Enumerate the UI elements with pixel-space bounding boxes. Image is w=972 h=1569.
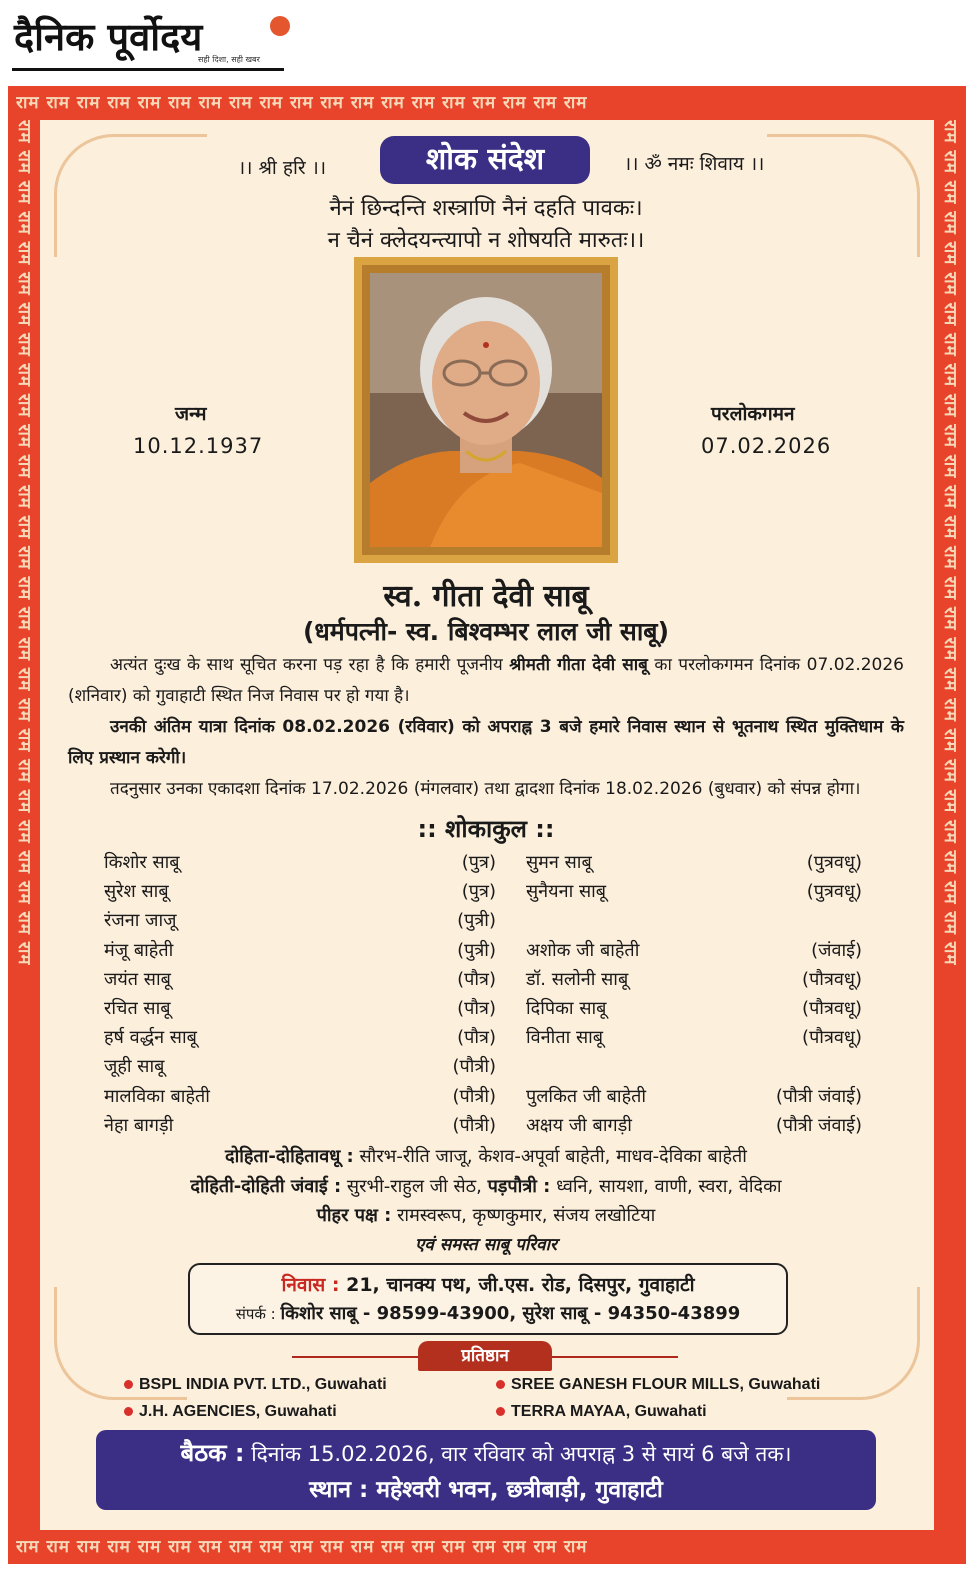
family-member-name: दिपिका साबू xyxy=(526,998,607,1019)
contact-label: संपर्क : xyxy=(235,1305,281,1323)
bullet-icon xyxy=(124,1380,133,1389)
family-member-relation: (पौत्री) xyxy=(452,1114,496,1136)
portrait-photo xyxy=(370,273,602,547)
establishment-item xyxy=(124,1403,337,1421)
shok-sandesh-banner: शोक संदेश xyxy=(380,136,590,184)
family-member-name: मंजू बाहेती xyxy=(104,939,174,961)
masthead-title: दैनिक पूर्वोदय xyxy=(14,14,203,59)
extended-label: दोहिती-दोहिती जंवाई : xyxy=(190,1176,342,1197)
family-member-relation: (पौत्री) xyxy=(452,1056,496,1078)
divider xyxy=(292,1356,418,1358)
family-member-relation: (पुत्री) xyxy=(457,910,496,932)
border-bottom: राम राम राम राम राम राम राम राम राम राम राम राम राम राम राम राम राम राम राम xyxy=(16,1537,588,1557)
family-member-relation: (पुत्र) xyxy=(461,881,496,903)
birth-date: 10.12.1937 xyxy=(133,434,264,458)
family-member-name: मालविका बाहेती xyxy=(104,1085,210,1107)
establishment-item xyxy=(496,1376,820,1394)
family-member-relation: (पौत्री जंवाई) xyxy=(775,1114,862,1136)
portrait-illustration xyxy=(370,273,602,547)
meeting-venue: स्थान : महेश्वरी भवन, छत्रीबाड़ी, गुवाहाटी xyxy=(309,1477,663,1503)
extended-label: पीहर पक्ष : xyxy=(316,1205,392,1226)
extended-label: दोहिता-दोहितावधू : xyxy=(225,1146,354,1167)
family-member-name: नेहा बागड़ी xyxy=(104,1114,174,1136)
extended-line-1 xyxy=(0,1144,972,1168)
family-member-relation: (पौत्री) xyxy=(452,1085,496,1107)
notice-text: का परलोकगमन दिनांक 07.02.2026 (शनिवार) को गुवाहाटी स्थित निज निवास पर हो गया है। xyxy=(68,655,904,706)
extended-line-2 xyxy=(0,1174,972,1198)
extended-value: रामस्वरूप, कृष्णकुमार, संजय लखोटिया xyxy=(391,1205,656,1226)
family-member-name: किशोर साबू xyxy=(104,852,180,873)
establishment-name: BSPL INDIA PVT. LTD., Guwahati xyxy=(139,1376,387,1393)
extended-line-3 xyxy=(0,1203,972,1227)
notice-text: अत्यंत दुःख के साथ सूचित करना पड़ रहा है कि हमारी पूजनीय xyxy=(110,655,510,675)
extended-value: सौरभ-रीति जाजू, केशव-अपूर्वा बाहेती, माधव-देविका बाहेती xyxy=(353,1146,747,1167)
masthead-tagline: सही दिशा, सही खबर xyxy=(198,55,260,64)
family-member-name: डॉ. सलोनी साबू xyxy=(526,968,629,990)
right-invocation: ।। ॐ नमः शिवाय ।। xyxy=(624,153,765,175)
death-date: 07.02.2026 xyxy=(701,434,832,458)
divider xyxy=(552,1356,678,1358)
establishment-item xyxy=(496,1403,707,1421)
establishments-title: प्रतिष्ठान xyxy=(418,1341,552,1371)
contact-value: किशोर साबू - 98599-43900, सुरेश साबू - 94350-43899 xyxy=(280,1303,741,1324)
newspaper-masthead xyxy=(12,8,284,70)
family-member-name: जूही साबू xyxy=(104,1056,165,1078)
residence-line xyxy=(190,1271,786,1297)
family-member-name: पुलकित जी बाहेती xyxy=(526,1085,647,1107)
family-member-name: जयंत साबू xyxy=(104,968,171,990)
establishment-name: J.H. AGENCIES, Guwahati xyxy=(139,1403,337,1420)
birth-label: जन्म xyxy=(175,403,207,425)
family-member-relation: (पौत्रवधू) xyxy=(802,998,862,1019)
meeting-details: दिनांक 15.02.2026, वार रविवार को अपराह्न 3 से सायं 6 बजे तक। xyxy=(244,1442,792,1466)
shloka-line-1: नैनं छिन्दन्ति शस्त्राणि नैनं दहति पावकः। xyxy=(329,196,643,221)
bullet-icon xyxy=(496,1380,505,1389)
family-member-name: सुनैयना साबू xyxy=(526,881,607,903)
family-member-name: हर्ष वर्द्धन साबू xyxy=(104,1027,197,1049)
death-label: परलोकगमन xyxy=(711,403,795,425)
family-member-name: अक्षय जी बागड़ी xyxy=(526,1114,632,1136)
establishment-name: TERRA MAYAA, Guwahati xyxy=(511,1403,707,1420)
family-member-name: अशोक जी बाहेती xyxy=(526,939,640,961)
notice-paragraph-3: तदनुसार उनका एकादशा दिनांक 17.02.2026 (मंगलवार) तथा द्वादशा दिनांक 18.02.2026 (बुधवार) को संपन्न होगा। xyxy=(110,779,861,799)
extended-label: पड़पौत्री : xyxy=(487,1176,551,1197)
deceased-relation: (धर्मपत्नी- स्व. बिश्वम्भर लाल जी साबू) xyxy=(302,617,670,646)
border-top: राम राम राम राम राम राम राम राम राम राम राम राम राम राम राम राम राम राम राम xyxy=(16,93,588,113)
family-member-name: रंजना जाजू xyxy=(104,910,177,932)
notice-paragraph-1 xyxy=(68,650,904,712)
meeting-label: बैठक : xyxy=(180,1439,245,1467)
family-member-relation: (जंवाई) xyxy=(811,939,862,961)
masthead-rule xyxy=(12,68,284,71)
residence-value: 21, चानक्य पथ, जी.एस. रोड, दिसपुर, गुवाहाटी xyxy=(339,1274,695,1296)
establishment-name: SREE GANESH FLOUR MILLS, Guwahati xyxy=(511,1376,821,1393)
family-member-name: विनीता साबू xyxy=(526,1027,604,1049)
family-member-relation: (पौत्र) xyxy=(457,998,496,1019)
extended-value: सुरभी-राहुल जी सेठ, xyxy=(341,1176,488,1197)
family-member-relation: (पौत्रवधू) xyxy=(802,1027,862,1049)
shloka-line-2: न चैनं क्लेदयन्त्यापो न शोषयति मारुतः।। xyxy=(327,228,645,253)
border-right: राम राम राम राम राम राम राम राम राम राम राम राम राम राम राम राम राम राम राम राम राम राम राम राम राम राम राम राम xyxy=(940,120,960,966)
family-member-name: सुरेश साबू xyxy=(104,881,169,903)
address-box xyxy=(188,1263,788,1335)
family-member-relation: (पुत्रवधू) xyxy=(806,881,862,903)
masthead-logo-dot xyxy=(270,16,290,36)
shokakul-title: :: शोकाकुल :: xyxy=(417,815,555,843)
notice-name-bold: श्रीमती गीता देवी साबू xyxy=(509,655,648,675)
left-invocation: ।। श्री हरि ।। xyxy=(238,157,327,179)
family-member-relation: (पुत्र) xyxy=(461,852,496,873)
meeting-banner xyxy=(96,1430,876,1510)
deceased-name: स्व. गीता देवी साबू xyxy=(383,579,589,614)
family-member-name: सुमन साबू xyxy=(526,852,592,873)
establishment-item xyxy=(124,1376,387,1394)
bullet-icon xyxy=(124,1407,133,1416)
family-member-relation: (पौत्रवधू) xyxy=(802,968,862,990)
family-member-relation: (पौत्र) xyxy=(457,1027,496,1049)
family-member-relation: (पुत्री) xyxy=(457,939,496,961)
family-member-name: रचित साबू xyxy=(104,998,171,1019)
family-member-relation: (पुत्रवधू) xyxy=(806,852,862,873)
bullet-icon xyxy=(496,1407,505,1416)
residence-label: निवास : xyxy=(281,1274,340,1296)
notice-paragraph-2: उनकी अंतिम यात्रा दिनांक 08.02.2026 (रविवार) को अपराह्न 3 बजे हमारे निवास स्थान से भूतनाथ स्थित मुक्तिधाम के लिए प्रस्थान करेगी। xyxy=(68,717,904,768)
contact-line xyxy=(190,1301,786,1325)
extended-value: ध्वनि, सायशा, वाणी, स्वरा, वेदिका xyxy=(550,1176,782,1197)
portrait-frame xyxy=(354,257,618,563)
family-member-relation: (पौत्री जंवाई) xyxy=(775,1085,862,1107)
border-left: राम राम राम राम राम राम राम राम राम राम राम राम राम राम राम राम राम राम राम राम राम राम राम राम राम राम राम राम xyxy=(14,120,34,966)
extended-line-4: एवं समस्त साबू परिवार xyxy=(415,1235,557,1255)
meeting-line-1 xyxy=(96,1436,876,1469)
family-member-relation: (पौत्र) xyxy=(457,968,496,990)
